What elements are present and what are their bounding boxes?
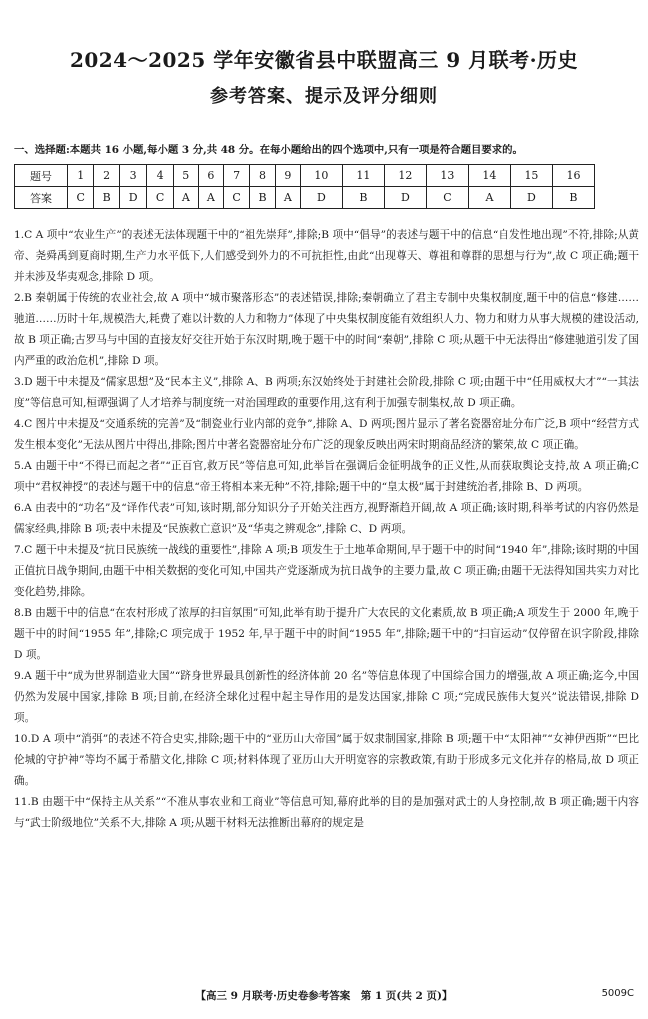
table-cell: A [198,187,223,209]
table-cell: 1 [68,165,94,187]
table-cell: 4 [147,165,173,187]
item-text: 图片中未提及“交通系统的完善”及“制瓷业行业内部的竞争”,排除 A、D 两项;图片显示了著名瓷器窑址分布广泛,B 项中“经营方式发生根本变化”无法从图片中得出,排除;图片中著名瓷器窑址分布广泛的现象反映出两宋时期商品经济的繁荣,故 C 项正确。 [14,418,639,451]
explanation-item [14,498,639,540]
item-text: A 项中“消弭”的表述不符合史实,排除;题干中的“亚历山大帝国”属于奴隶制国家,排除 B 项;题干中“太阳神”“女神伊西斯”“巴比伦城的守护神”等均不属于希腊文化,排除 C 项;材料体现了亚历山大开明宽容的宗教政策,有助于形成多元文化并存的格局,故 D 项正确。 [14,733,639,787]
explanation-item [14,288,639,372]
table-cell: 7 [223,165,249,187]
explanation-item [14,225,639,288]
item-number: 3.D [14,376,33,388]
item-number: 6.A [14,502,32,514]
item-text: A 项中“农业生产”的表述无法体现题干中的“祖先崇拜”,排除;B 项中“倡导”的表述与题干中的信息“自发性地出现”不符,排除;从黄帝、尧舜禹到夏商时期,生产力水平低下,人们感受到外力的不可抗拒性,由此“出现尊天、尊祖和尊群的思想与行为”,故 C 项正确;题干并未涉及华夷观念,排除 D 项。 [14,229,639,283]
footer-page-info: 【高三 9 月联考·历史卷参考答案 第 1 页(共 2 页)】 [195,990,453,1002]
table-cell: A [468,187,510,209]
item-number: 11.B [14,796,39,808]
table-cell: 8 [250,165,275,187]
answer-row [15,187,595,209]
table-cell: B [94,187,119,209]
table-cell: 2 [94,165,119,187]
table-cell: C [223,187,249,209]
item-text: 由表中的“功名”及“译作代表”可知,该时期,部分知识分子开始关注西方,视野渐趋开阔,故 A 项正确;该时期,科举考试的内容仍然是儒家经典,排除 B 项;表中未提及“民族救亡意识”及“华夷之辨观念”,排除 C、D 两项。 [14,502,639,535]
explanation-item [14,456,639,498]
document-subtitle: 参考答案、提示及评分细则 [210,86,438,107]
row-label: 答案 [15,187,68,209]
item-number: 4.C [14,418,33,430]
table-cell: D [300,187,342,209]
section-instruction: 一、选择题:本题共 16 小题,每小题 3 分,共 48 分。在每小题给出的四个选项中,只有一项是符合题目要求的。 [14,144,523,156]
table-cell: 15 [510,165,552,187]
item-text: 由题干中“保持主从关系”“不准从事农业和工商业”等信息可知,幕府此举的目的是加强对武士的人身控制,故 B 项正确;题干内容与“武士阶级地位”关系不大,排除 A 项;从题干材料无法推断出幕府的规定是 [14,796,639,829]
explanation-item [14,414,639,456]
item-text: 题干中未提及“抗日民族统一战线的重要性”,排除 A 项;B 项发生于土地革命期间,早于题干中的时间“1940 年”,排除;该时期的中国正值抗日战争期间,由题干中相关数据的变化可知,中国共产党逐渐成为抗日战争的主要力量,故 C 项正确;由题干无法得知国共实力对比变化趋势,排除。 [14,544,639,598]
item-text: 秦朝属于传统的农业社会,故 A 项中“城市聚落形态”的表述错误,排除;秦朝确立了君主专制中央集权制度,题干中的信息“修建……驰道……历时十年,规模浩大,耗费了难以计数的人力和物力”体现了中央集权制度能有效组织人力、物力和财力从事大规模的建设活动,故 B 项正确;古罗马与中国的直接友好交往开始于东汉时期,晚于题干中的时间“秦朝”,排除 C 项;从题干中无法得出“修建驰道引发了国内严重的政治危机”,排除 D 项。 [14,292,639,367]
table-cell: 16 [552,165,594,187]
table-cell: 12 [384,165,426,187]
row-label: 题号 [15,165,68,187]
table-cell: 14 [468,165,510,187]
table-cell: C [426,187,468,209]
table-cell: D [510,187,552,209]
explanation-list [14,225,639,834]
item-number: 7.C [14,544,33,556]
table-cell: B [342,187,384,209]
explanation-item [14,372,639,414]
item-text: 题干中未提及“儒家思想”及“民本主义”,排除 A、B 两项;东汉始终处于封建社会阶段,排除 C 项;由题干中“任用威权大才”“一其法度”等信息可知,桓谭强调了人才培养与制度统一对治国理政的重要作用,这有利于加强专制集权,故 D 项正确。 [14,376,639,409]
explanation-item [14,540,639,603]
item-text: 由题干中“不得已而起之者”“正百官,救万民”等信息可知,此举旨在强调后金征明战争的正义性,从而获取舆论支持,故 A 项正确;C 项中“君权神授”的表述与题干中的信息“帝王将相本来无种”不符,排除;题干中的“皇太极”属于封建统治者,排除 B、D 两项。 [14,460,639,493]
item-number: 8.B [14,607,32,619]
table-cell: 6 [198,165,223,187]
table-cell: 10 [300,165,342,187]
explanation-item [14,666,639,729]
item-number: 1.C [14,229,33,241]
table-cell: B [552,187,594,209]
table-cell: 11 [342,165,384,187]
table-cell: C [68,187,94,209]
explanation-item [14,729,639,792]
answer-table [14,164,595,209]
item-text: 题干中“成为世界制造业大国”“跻身世界最具创新性的经济体前 20 名”等信息体现了中国综合国力的增强,故 A 项正确;迄今,中国仍然为发展中国家,排除 B 项;目前,在经济全球化过程中起主导作用的是发达国家,排除 C 项;“完成民族伟大复兴”说法错误,排除 D 项。 [14,670,639,724]
item-number: 10.D [14,733,40,745]
item-number: 5.A [14,460,32,472]
table-cell: 3 [119,165,147,187]
document-title: 2024～2025 学年安徽省县中联盟高三 9 月联考·历史 [69,48,579,72]
question-number-row [15,165,595,187]
item-number: 9.A [14,670,32,682]
table-cell: 9 [275,165,300,187]
table-cell: 13 [426,165,468,187]
table-cell: A [275,187,300,209]
footer-code: 5009C [601,988,634,999]
table-cell: D [384,187,426,209]
table-cell: C [147,187,173,209]
table-cell: B [250,187,275,209]
item-number: 2.B [14,292,32,304]
table-cell: D [119,187,147,209]
explanation-item [14,792,639,834]
explanation-item [14,603,639,666]
item-text: 由题干中的信息“在农村形成了浓厚的扫盲氛围”可知,此举有助于提升广大农民的文化素质,故 B 项正确;A 项发生于 2000 年,晚于题干中的时间“1955 年”,排除;C 项完成于 1952 年,早于题干中的时间“1955 年”,排除;题干中的“扫盲运动”仅停留在识字阶段,排除 D 项。 [14,607,639,661]
table-cell: A [173,187,198,209]
table-cell: 5 [173,165,198,187]
